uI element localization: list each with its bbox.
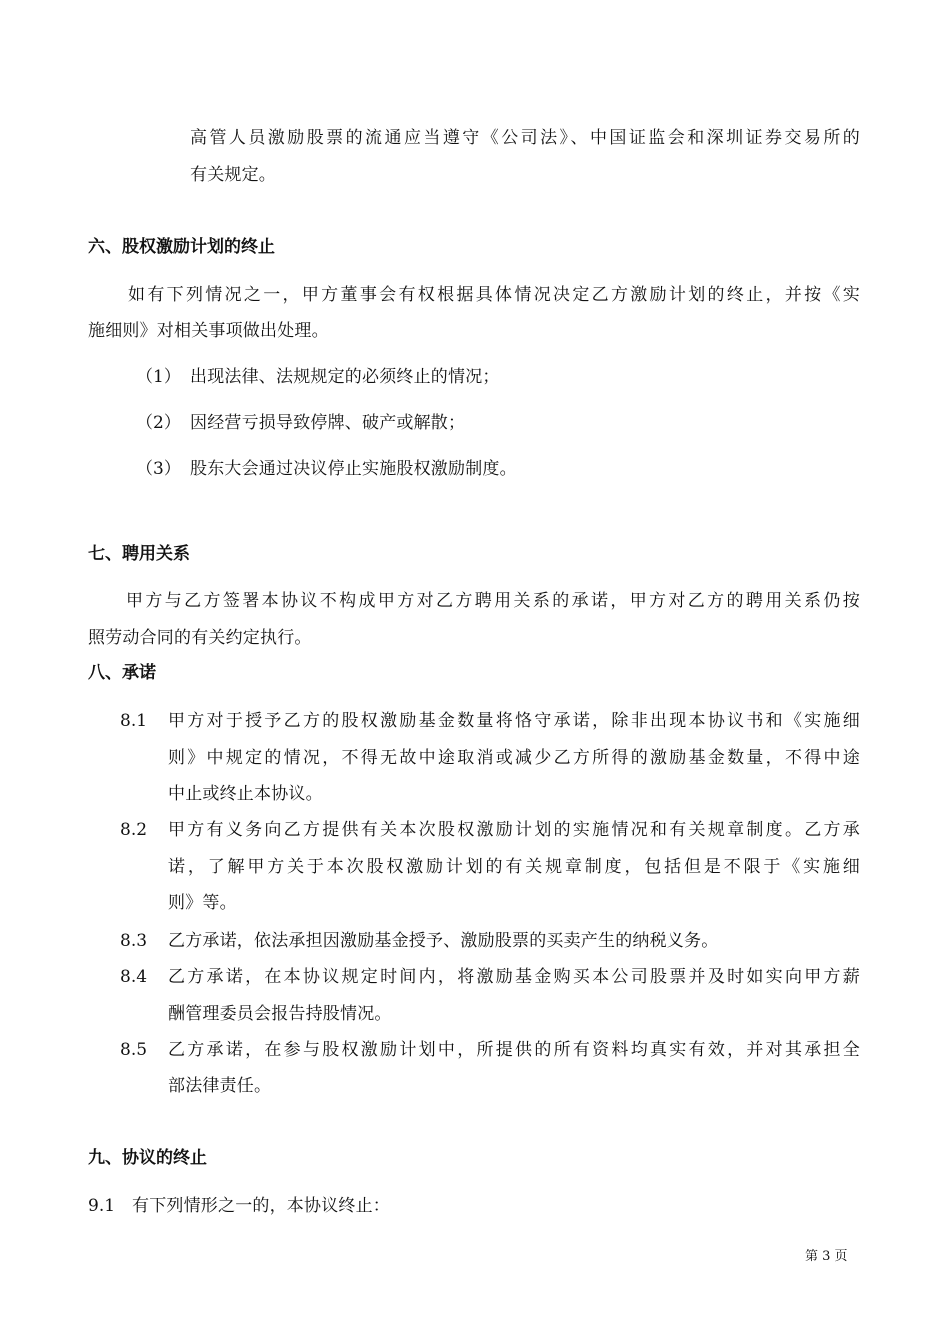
clause-9-1-text: 有下列情形之一的，本协议终止： xyxy=(132,1196,390,1216)
section-7-heading: 七、聘用关系 xyxy=(88,544,190,564)
clause-8-3-line-1: 乙方承诺，依法承担因激励基金授予、激励股票的买卖产生的纳税义务。 xyxy=(168,931,719,951)
clause-8-4-line-2: 酬管理委员会报告持股情况。 xyxy=(168,1004,392,1024)
clause-8-1-line-3: 中止或终止本协议。 xyxy=(168,784,323,804)
clause-8-3-number: 8.3 xyxy=(120,931,148,951)
clause-8-5-line-1: 乙方承诺，在参与股权激励计划中，所提供的所有资料均真实有效，并对其承担全 xyxy=(168,1040,860,1060)
clause-9-1-number: 9.1 xyxy=(88,1196,116,1216)
page-number: 第 3 页 xyxy=(805,1249,848,1264)
clause-8-5-number: 8.5 xyxy=(120,1040,148,1060)
clause-8-1-number: 8.1 xyxy=(120,711,148,731)
section-7-para-line-1: 甲方与乙方签署本协议不构成甲方对乙方聘用关系的承诺，甲方对乙方的聘用关系仍按 xyxy=(126,591,860,611)
clause-8-2-line-3: 则》等。 xyxy=(168,893,237,913)
clause-8-4-number: 8.4 xyxy=(120,967,148,987)
clause-8-2-line-1: 甲方有义务向乙方提供有关本次股权激励计划的实施情况和有关规章制度。乙方承 xyxy=(168,820,860,840)
intro-line-1: 高管人员激励股票的流通应当遵守《公司法》、中国证监会和深圳证券交易所的 xyxy=(190,128,860,148)
section-6-item-3-text: 股东大会通过决议停止实施股权激励制度。 xyxy=(190,459,517,479)
section-6-item-3-number: （3） xyxy=(136,459,181,479)
section-6-item-1-number: （1） xyxy=(136,367,181,387)
section-8-heading: 八、承诺 xyxy=(88,663,156,683)
section-6-item-2-text: 因经营亏损导致停牌、破产或解散； xyxy=(190,413,466,433)
section-6-heading: 六、股权激励计划的终止 xyxy=(88,237,275,257)
section-6-para-line-2: 施细则》对相关事项做出处理。 xyxy=(88,321,329,341)
clause-8-1-line-1: 甲方对于授予乙方的股权激励基金数量将恪守承诺，除非出现本协议书和《实施细 xyxy=(168,711,860,731)
intro-line-2: 有关规定。 xyxy=(190,165,276,185)
section-9-heading: 九、协议的终止 xyxy=(88,1148,207,1168)
section-7-para-line-2: 照劳动合同的有关约定执行。 xyxy=(88,628,312,648)
clause-8-5-line-2: 部法律责任。 xyxy=(168,1076,272,1096)
clause-8-2-line-2: 诺，了解甲方关于本次股权激励计划的有关规章制度，包括但是不限于《实施细 xyxy=(168,857,860,877)
section-6-item-2-number: （2） xyxy=(136,413,181,433)
section-6-para-line-1: 如有下列情况之一，甲方董事会有权根据具体情况决定乙方激励计划的终止，并按《实 xyxy=(128,285,860,305)
section-6-item-1-text: 出现法律、法规规定的必须终止的情况； xyxy=(190,367,500,387)
clause-8-1-line-2: 则》中规定的情况，不得无故中途取消或减少乙方所得的激励基金数量，不得中途 xyxy=(168,748,860,768)
clause-8-4-line-1: 乙方承诺，在本协议规定时间内，将激励基金购买本公司股票并及时如实向甲方薪 xyxy=(168,967,860,987)
clause-8-2-number: 8.2 xyxy=(120,820,148,840)
